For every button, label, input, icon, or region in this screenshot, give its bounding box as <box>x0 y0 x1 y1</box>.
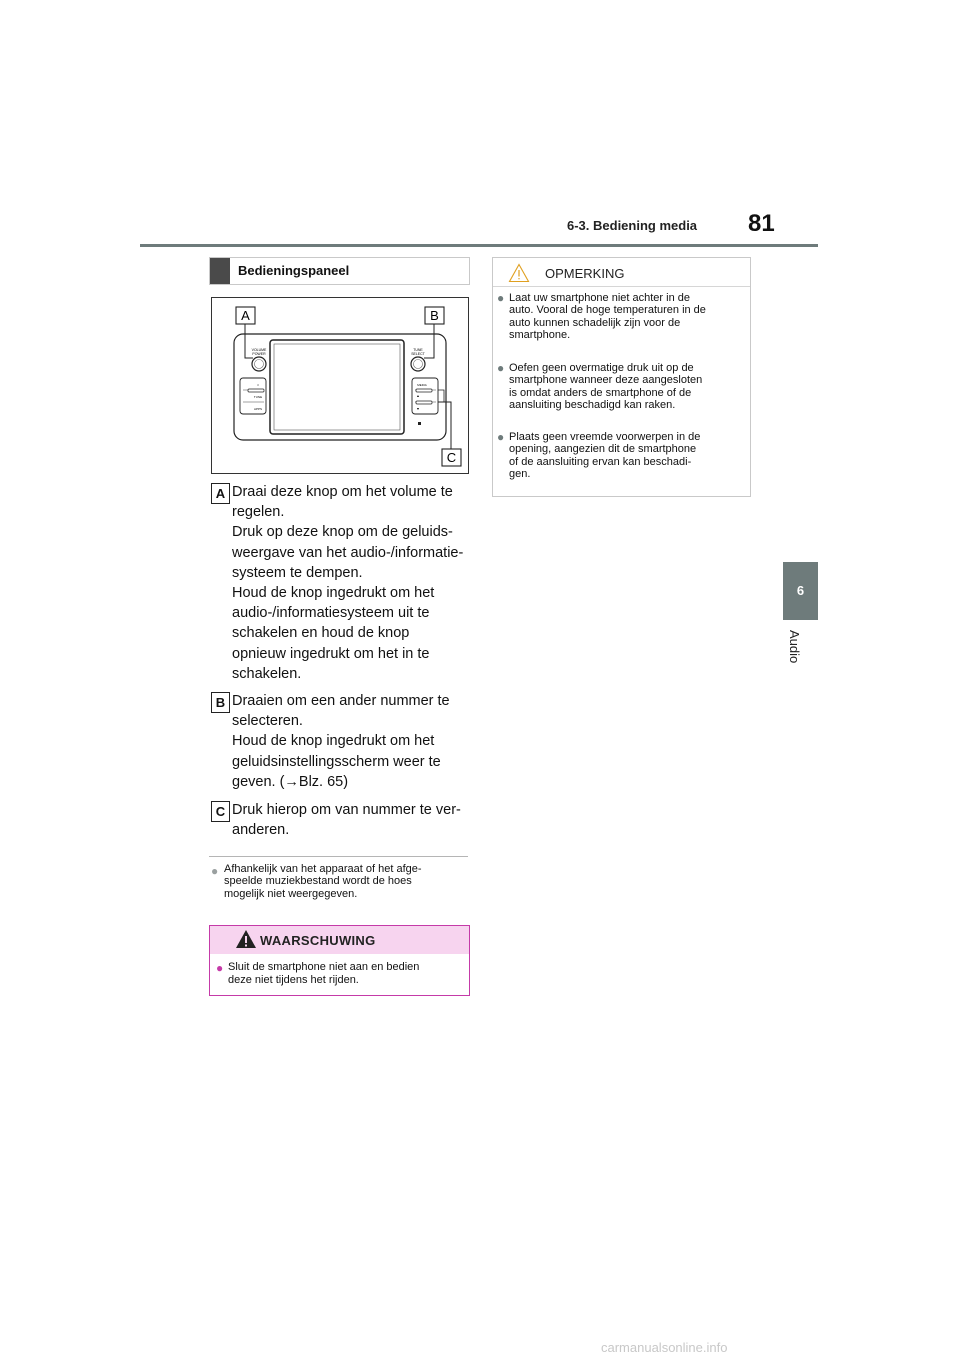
watermark: carmanualsonline.info <box>601 1340 728 1355</box>
item-b-line: selecteren. <box>232 713 303 730</box>
notice-line: opening, aangezien dit de smartphone <box>509 443 697 456</box>
item-a-line: Draai deze knop om het volume te <box>232 484 453 500</box>
callout-b-marker: B <box>211 692 230 713</box>
note-line: Afhankelijk van het apparaat of het afge- <box>224 863 422 875</box>
item-b-line: Draaien om een ander nummer te <box>232 693 450 709</box>
notice-divider <box>493 286 750 287</box>
svg-text:▼: ▼ <box>416 407 420 411</box>
section-heading-text: Bedieningspaneel <box>238 263 350 278</box>
item-a-line: Druk op deze knop om de geluids- <box>232 524 453 541</box>
note-text <box>224 863 464 900</box>
control-panel-drawing <box>212 298 468 473</box>
svg-text:⌂: ⌂ <box>256 383 260 387</box>
svg-text:SELECT: SELECT <box>411 352 425 356</box>
warning-bullet-icon: ● <box>216 961 224 975</box>
notice-item <box>509 292 739 342</box>
notice-line: Plaats geen vreemde voorwerpen in de <box>509 431 701 443</box>
svg-text:A: A <box>241 308 250 323</box>
item-a-line: Houd de knop ingedrukt om het <box>232 585 435 602</box>
note-divider <box>209 856 468 857</box>
chapter-tab: 6 <box>783 562 818 620</box>
warning-triangle-icon <box>235 929 257 949</box>
notice-line: Oefen geen overmatige druk uit op de <box>509 362 694 374</box>
item-c-text <box>232 800 472 840</box>
item-a-line: opnieuw ingedrukt om het in te <box>232 645 430 662</box>
notice-line: smartphone. <box>509 329 571 342</box>
item-a-line: schakelen en houd de knop <box>232 625 410 642</box>
warning-line: deze niet tijdens het rijden. <box>228 973 359 986</box>
warning-box <box>209 925 470 996</box>
svg-text:TUNE: TUNE <box>413 348 423 352</box>
notice-box <box>492 257 751 497</box>
control-panel-illustration <box>211 297 469 474</box>
notice-line: of de aansluiting ervan kan beschadi- <box>509 455 692 468</box>
svg-text:▲: ▲ <box>416 394 420 398</box>
notice-item <box>509 362 739 412</box>
caution-triangle-icon <box>508 263 530 283</box>
notice-bullet-icon: ● <box>497 361 505 375</box>
item-b-line: geven. (→Blz. 65) <box>232 773 349 790</box>
item-c-line: Druk hierop om van nummer te ver- <box>232 802 461 818</box>
notice-line: is omdat anders de smartphone of de <box>509 386 692 399</box>
notice-line: aansluiting beschadigd kan raken. <box>509 399 676 412</box>
item-a-line: schakelen. <box>232 665 302 682</box>
callout-a-marker: A <box>211 483 230 504</box>
section-heading-marker <box>210 258 230 284</box>
notice-line: auto. Vooral de hoge temperaturen in de <box>509 304 706 317</box>
note-line: speelde muziekbestand wordt de hoes <box>224 875 412 888</box>
svg-text:POWER: POWER <box>252 352 266 356</box>
svg-text:VOLUME: VOLUME <box>251 348 267 352</box>
callout-c-marker: C <box>211 801 230 822</box>
warning-header <box>210 926 469 954</box>
item-a-text <box>232 482 472 684</box>
notice-item <box>509 431 739 481</box>
page-number: 81 <box>748 210 775 237</box>
item-b-line: Houd de knop ingedrukt om het <box>232 733 435 750</box>
warning-text <box>228 961 464 986</box>
note-line: mogelijk niet weergegeven. <box>224 887 358 900</box>
item-a-line: regelen. <box>232 504 285 521</box>
svg-text:MEDIA: MEDIA <box>417 383 427 387</box>
notice-line: gen. <box>509 468 531 481</box>
notice-line: smartphone wanneer deze aangesloten <box>509 374 703 387</box>
item-a-line: audio-/informatiesysteem uit te <box>232 605 430 622</box>
svg-text:APPS: APPS <box>253 407 263 411</box>
notice-bullet-icon: ● <box>497 291 505 305</box>
svg-text:B: B <box>430 308 439 323</box>
item-a-line: weergave van het audio-/informatie- <box>232 544 464 561</box>
item-b-text <box>232 691 472 792</box>
item-c-line: anderen. <box>232 822 290 839</box>
note-bullet-icon: ● <box>211 864 219 878</box>
item-a-line: systeem te dempen. <box>232 564 363 581</box>
notice-line: Laat uw smartphone niet achter in de <box>509 292 691 304</box>
notice-line: auto kunnen schadelijk zijn voor de <box>509 316 681 329</box>
header-section-title: 6-3. Bediening media <box>567 218 698 233</box>
chapter-label: Audio <box>787 630 802 664</box>
svg-text:C: C <box>446 450 457 465</box>
notice-title: OPMERKING <box>545 266 625 281</box>
svg-text:TUNE: TUNE <box>253 395 263 399</box>
warning-line: Sluit de smartphone niet aan en bedien <box>228 961 420 973</box>
notice-bullet-icon: ● <box>497 430 505 444</box>
item-b-line: geluidsinstellingsscherm weer te <box>232 753 441 770</box>
warning-title: WAARSCHUWING <box>260 933 376 948</box>
section-heading <box>209 257 470 285</box>
header-rule <box>140 244 818 247</box>
